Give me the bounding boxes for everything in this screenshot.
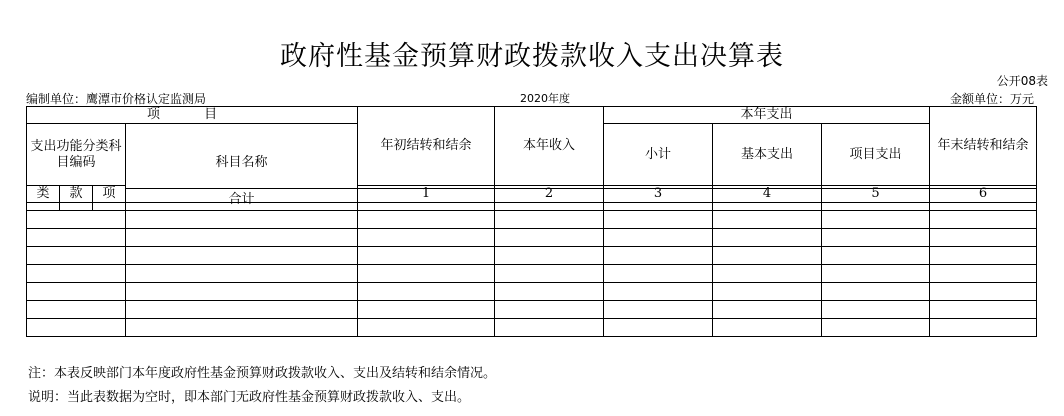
table-note: 注：本表反映部门本年度政府性基金预算财政拨款收入、支出及结转和结余情况。 bbox=[28, 366, 497, 381]
fiscal-year: 2020年度 bbox=[520, 92, 570, 105]
row-total-label: 合计 bbox=[126, 189, 358, 211]
header-opening-balance: 年初结转和结余 bbox=[358, 107, 495, 186]
header-lei: 类 bbox=[27, 186, 60, 203]
page-title: 政府性基金预算财政拨款收入支出决算表 bbox=[280, 41, 784, 72]
header-project: 项 目 bbox=[27, 107, 358, 124]
header-subject-name: 科目名称 bbox=[126, 124, 358, 203]
header-expense-group: 本年支出 bbox=[604, 107, 930, 124]
header-kuan: 款 bbox=[60, 186, 93, 203]
lanci-col-3: 3 bbox=[604, 186, 713, 203]
lanci-col-6: 6 bbox=[930, 186, 1037, 203]
header-xiang: 项 bbox=[93, 186, 126, 203]
header-project-expense: 项目支出 bbox=[822, 124, 930, 186]
lanci-col-1: 1 bbox=[358, 186, 495, 203]
form-number: 公开08表 bbox=[996, 74, 1048, 88]
compiling-unit: 编制单位：鹰潭市价格认定监测局 bbox=[26, 92, 207, 106]
header-function-code: 支出功能分类科目编码 bbox=[27, 124, 126, 186]
header-basic-expense: 基本支出 bbox=[713, 124, 822, 186]
table-explanation: 说明：当此表数据为空时，即本部门无政府性基金预算财政拨款收入、支出。 bbox=[28, 390, 471, 405]
budget-table-body bbox=[26, 188, 1037, 337]
amount-unit: 金额单位：万元 bbox=[949, 92, 1034, 106]
header-closing-balance: 年末结转和结余 bbox=[930, 107, 1037, 186]
header-income: 本年收入 bbox=[495, 107, 604, 186]
lanci-col-4: 4 bbox=[713, 186, 822, 203]
lanci-col-2: 2 bbox=[495, 186, 604, 203]
header-subtotal: 小计 bbox=[604, 124, 713, 186]
lanci-col-5: 5 bbox=[822, 186, 930, 203]
